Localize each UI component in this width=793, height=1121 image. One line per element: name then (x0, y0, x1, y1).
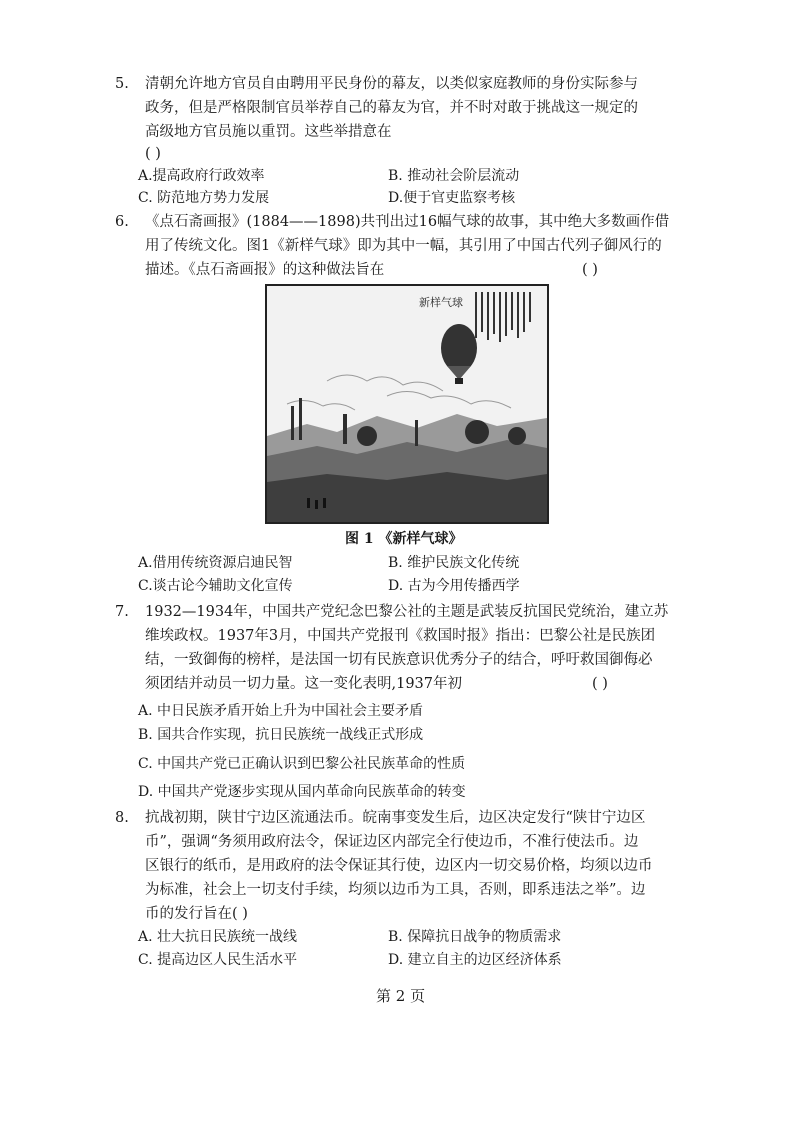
answer-bracket: ( ) (582, 262, 598, 278)
question-text-line: 币”，强调“务须用政府法令，保证边区内部完全行使边币，不准行使法币。边 (145, 834, 639, 850)
question-text-line: 用了传统文化。图1《新样气球》即为其中一幅，其引用了中国古代列子御风行的 (145, 238, 662, 254)
figure-balloon-illustration (265, 284, 549, 524)
option-d: D.便于官吏监察考核 (388, 190, 516, 206)
question-text-line: 结，一致御侮的榜样，是法国一切有民族意识优秀分子的结合，呼吁救国御侮必 (145, 652, 653, 668)
engraving-image (267, 286, 547, 522)
option-a: A.提高政府行政效率 (138, 168, 265, 184)
option-b: B. 推动社会阶层流动 (388, 168, 520, 184)
question-number: 8. (115, 810, 129, 826)
question-text-line: 政务，但是严格限制官员举荐自己的幕友为官，并不时对敢于挑战这一规定的 (145, 100, 638, 116)
question-text-line: 为标准，社会上一切支付手续，均须以边币为工具，否则，即系违法之举”。边 (145, 882, 646, 898)
option-b: B. 维护民族文化传统 (388, 555, 520, 571)
question-text-line: 清朝允许地方官员自由聘用平民身份的幕友，以类似家庭教师的身份实际参与 (145, 76, 638, 92)
question-text-line: 高级地方官员施以重罚。这些举措意在 (145, 124, 392, 140)
option-b: B. 保障抗日战争的物质需求 (388, 929, 562, 945)
question-text-line: 须团结并动员一切力量。这一变化表明,1937年初 (145, 676, 463, 692)
question-number: 5. (115, 76, 129, 92)
option-d: D. 建立自主的边区经济体系 (388, 952, 562, 968)
question-text-line: 抗战初期，陕甘宁边区流通法币。皖南事变发生后，边区决定发行“陕甘宁边区 (145, 810, 646, 826)
question-text-line: 《点石斋画报》(1884——1898)共刊出过16幅气球的故事，其中绝大多数画作借 (145, 214, 670, 230)
question-number: 6. (115, 214, 129, 230)
answer-bracket: ( ) (145, 146, 161, 162)
option-c: C. 提高边区人民生活水平 (138, 952, 298, 968)
question-text-line: 币的发行旨在( ) (145, 906, 248, 922)
question-text-line: 描述。《点石斋画报》的这种做法旨在 (145, 262, 385, 278)
option-a: A. 中日民族矛盾开始上升为中国社会主要矛盾 (138, 703, 424, 719)
option-c: C.谈古论今辅助文化宣传 (138, 578, 293, 594)
question-number: 7. (115, 604, 129, 620)
question-text-line: 区银行的纸币，是用政府的法令保证其行使，边区内一切交易价格，均须以边币 (145, 858, 653, 874)
question-text-line: 维埃政权。1937年3月，中国共产党报刊《救国时报》指出：巴黎公社是民族团 (145, 628, 656, 644)
question-text-line: 1932—1934年，中国共产党纪念巴黎公社的主题是武装反抗国民党统治，建立苏 (145, 604, 669, 620)
option-b: B. 国共合作实现，抗日民族统一战线正式形成 (138, 727, 424, 743)
option-a: A. 壮大抗日民族统一战线 (138, 929, 298, 945)
figure-caption: 图 1 《新样气球》 (345, 531, 463, 547)
option-c: C. 防范地方势力发展 (138, 190, 270, 206)
option-d: D. 古为今用传播西学 (388, 578, 520, 594)
page-number: 第 2 页 (376, 987, 426, 1005)
figure-title: 新样气球 (419, 296, 463, 309)
option-d: D. 中国共产党逐步实现从国内革命向民族革命的转变 (138, 784, 466, 800)
answer-bracket: ( ) (592, 676, 608, 692)
option-c: C. 中国共产党已正确认识到巴黎公社民族革命的性质 (138, 756, 466, 772)
option-a: A.借用传统资源启迪民智 (138, 555, 293, 571)
